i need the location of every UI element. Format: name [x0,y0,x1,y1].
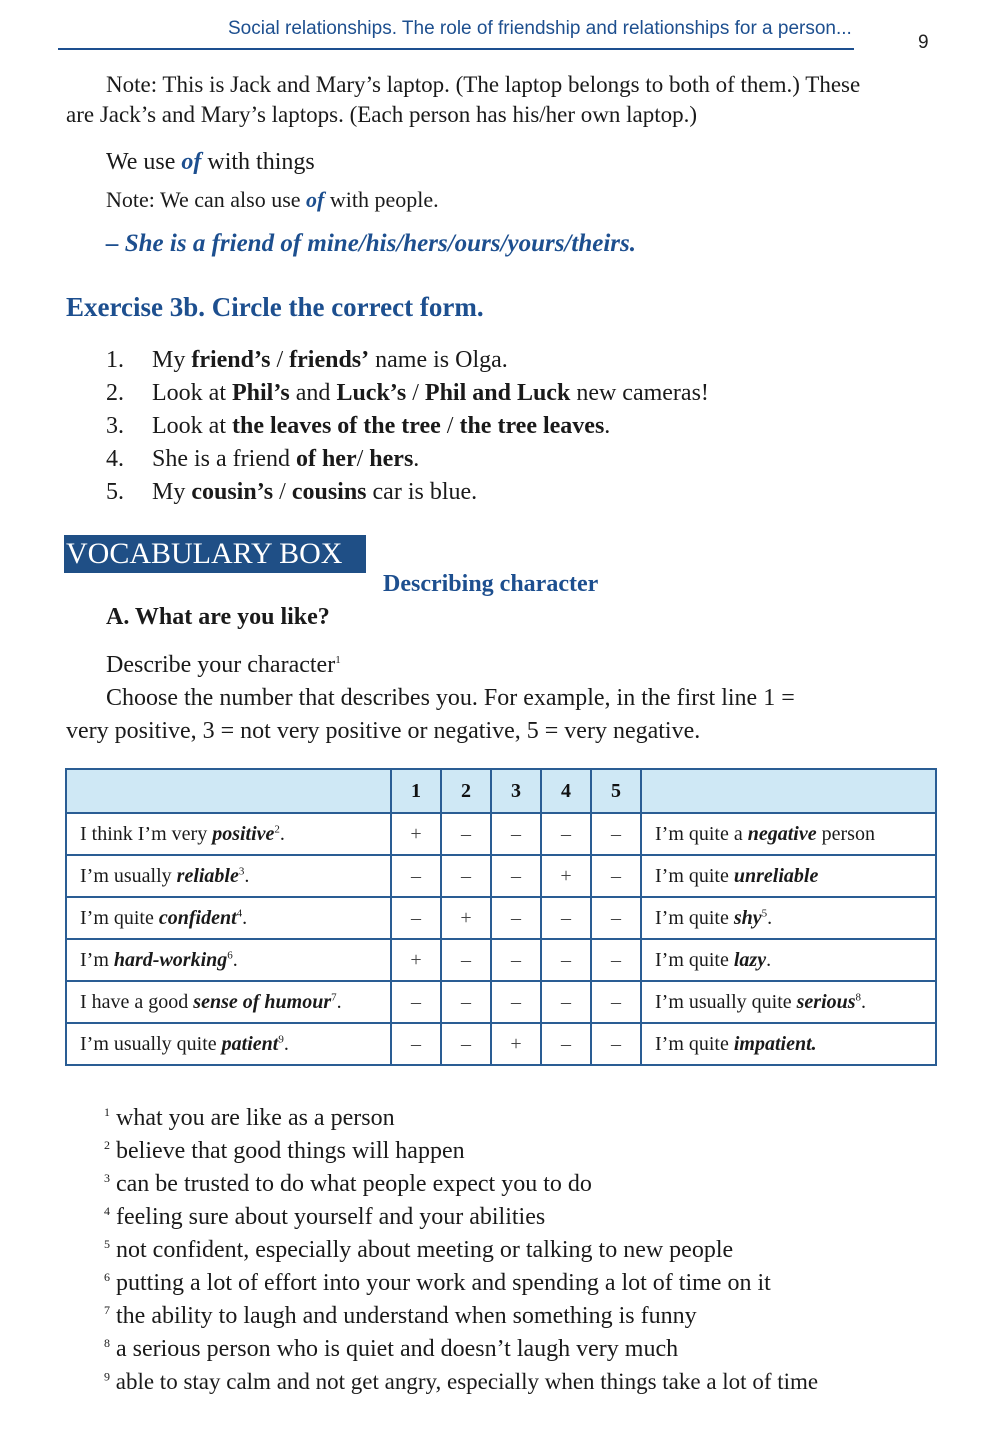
note-line-1: Note: This is Jack and Mary’s laptop. (The laptop belongs to both of them.) These [106,72,861,97]
mark-cell: – [491,981,541,1023]
footnote: $^6$ putting a lot of effort into your work and spending a lot of time on it [104,1270,771,1296]
footnote: $^5$ not confident, especially about meeting or talking to new people [104,1237,734,1263]
table-row [66,855,936,897]
table-row [66,813,936,855]
note-line-2: are Jack’s and Mary’s laptops. (Each person has his/her own laptop.) [66,102,698,127]
of-example: – She is a friend of mine/his/hers/ours/yours/theirs. [106,230,636,257]
item-text: . [604,413,611,439]
of-note-text-end: with people. [324,187,439,212]
mark-cell: – [541,939,591,981]
left-trait-cell: I’m quite confident$^4$. [66,897,391,939]
page-number: 9 [918,32,929,53]
left-trait-cell: I’m hard-working$^6$. [66,939,391,981]
table-row [66,1023,936,1065]
mark-cell: – [441,1023,491,1065]
item-option: cousins [291,479,367,505]
mark-cell: – [391,855,441,897]
mark-cell: – [491,939,541,981]
mark-cell: – [591,813,641,855]
mark-cell: – [591,1023,641,1065]
mark-cell: – [441,939,491,981]
item-text: My [152,347,192,373]
item-text: new cameras! [570,380,709,406]
mark-cell: – [441,855,491,897]
mark-cell: – [591,897,641,939]
left-trait-cell: I’m usually quite patient$^9$. [66,1023,391,1065]
of-people-note [106,185,439,215]
item-text: Look at [152,413,232,439]
footnote: $^1$ what you are like as a person [104,1105,395,1131]
of-usage-text: We use [106,149,182,175]
mark-cell: – [491,855,541,897]
of-keyword: of [181,149,202,175]
item-option: Phil’s [231,380,290,406]
vocabulary-box-label: VOCABULARY BOX [64,535,366,573]
item-text: / [406,380,425,406]
item-option: of her [295,446,357,472]
footnote: $^3$ can be trusted to do what people expect you to do [104,1171,592,1197]
item-number: 4. [106,446,124,472]
item-text: / [273,479,292,505]
of-note-text: Note: We can also use [106,187,307,212]
exercise-item-1 [106,347,508,374]
mark-cell: + [391,939,441,981]
table-row [66,939,936,981]
mark-cell: – [391,981,441,1023]
section-a-heading: A. What are you like? [106,604,330,630]
describe-text: Describe your character [106,652,336,678]
exercise-item-2 [106,380,709,407]
exercise-title: Exercise 3b. Circle the correct form. [66,292,484,322]
table-row [66,981,936,1023]
mark-cell: – [391,1023,441,1065]
mark-cell: – [491,813,541,855]
character-table [65,768,937,1066]
footnote: $^2$ believe that good things will happen [104,1138,465,1164]
item-text: / [356,446,370,472]
header-blank-right [641,769,936,813]
item-option: friend’s [191,347,271,373]
of-usage-text-end: with things [201,149,315,175]
item-option: hers [369,446,414,472]
mark-cell: + [441,897,491,939]
item-option: friends’ [289,347,370,373]
item-text: Look at [152,380,232,406]
footnote-ref: 1 [335,654,341,666]
exercise-item-4 [106,446,419,473]
item-option: Luck’s [336,380,407,406]
running-header: Social relationships. The role of friendship and relationships for a person... [228,18,852,39]
header-cell: 4 [541,769,591,813]
item-option: the leaves of the tree [231,413,441,439]
mark-cell: – [591,939,641,981]
left-trait-cell: I think I’m very positive$^2$. [66,813,391,855]
item-text: name is Olga. [369,347,508,373]
footnote: $^8$ a serious person who is quiet and doesn’t laugh very much [104,1336,679,1362]
item-text: and [289,380,337,406]
mark-cell: + [541,855,591,897]
mark-cell: – [541,897,591,939]
describe-line [106,650,341,680]
right-trait-cell: I’m quite lazy. [641,939,936,981]
item-number: 1. [106,347,124,373]
header-cell: 5 [591,769,641,813]
item-number: 5. [106,479,124,505]
right-trait-cell: I’m quite shy$^5$. [641,897,936,939]
header-cell: 2 [441,769,491,813]
item-number: 2. [106,380,124,406]
mark-cell: – [541,813,591,855]
footnote: $^9$ able to stay calm and not get angry, especially when things take a lot of time [104,1369,819,1394]
item-text: She is a friend [152,446,296,472]
header-blank-left [66,769,391,813]
table-row [66,897,936,939]
instruction-line-2: very positive, 3 = not very positive or negative, 5 = very negative. [66,718,701,744]
right-trait-cell: I’m quite unreliable [641,855,936,897]
item-text: . [413,446,420,472]
item-text: car is blue. [366,479,478,505]
item-number: 3. [106,413,124,439]
mark-cell: – [391,897,441,939]
mark-cell: – [491,897,541,939]
item-option: the tree leaves [459,413,605,439]
mark-cell: – [441,813,491,855]
item-option: Phil and Luck [424,380,571,406]
item-option: cousin’s [191,479,274,505]
of-keyword-2: of [306,187,325,212]
exercise-item-3 [106,413,610,440]
footnote: $^7$ the ability to laugh and understand when something is funny [104,1303,697,1329]
right-trait-cell: I’m usually quite serious$^8$. [641,981,936,1023]
right-trait-cell: I’m quite a negative person [641,813,936,855]
table-header-row [66,769,936,813]
left-trait-cell: I’m usually reliable$^3$. [66,855,391,897]
mark-cell: + [391,813,441,855]
mark-cell: + [491,1023,541,1065]
exercise-item-5 [106,479,477,506]
mark-cell: – [541,981,591,1023]
mark-cell: – [541,1023,591,1065]
instruction-line-1: Choose the number that describes you. For example, in the first line 1 = [106,685,795,711]
item-text: / [270,347,290,373]
mark-cell: – [591,855,641,897]
left-trait-cell: I have a good sense of humour$^7$. [66,981,391,1023]
mark-cell: – [441,981,491,1023]
header-cell: 1 [391,769,441,813]
right-trait-cell: I’m quite impatient. [641,1023,936,1065]
vocab-subtitle: Describing character [383,571,599,597]
of-usage-line [106,147,315,177]
header-cell: 3 [491,769,541,813]
item-text: / [440,413,460,439]
mark-cell: – [591,981,641,1023]
footnote: $^4$ feeling sure about yourself and your abilities [104,1204,546,1230]
item-text: My [152,479,192,505]
header-rule [58,48,854,50]
